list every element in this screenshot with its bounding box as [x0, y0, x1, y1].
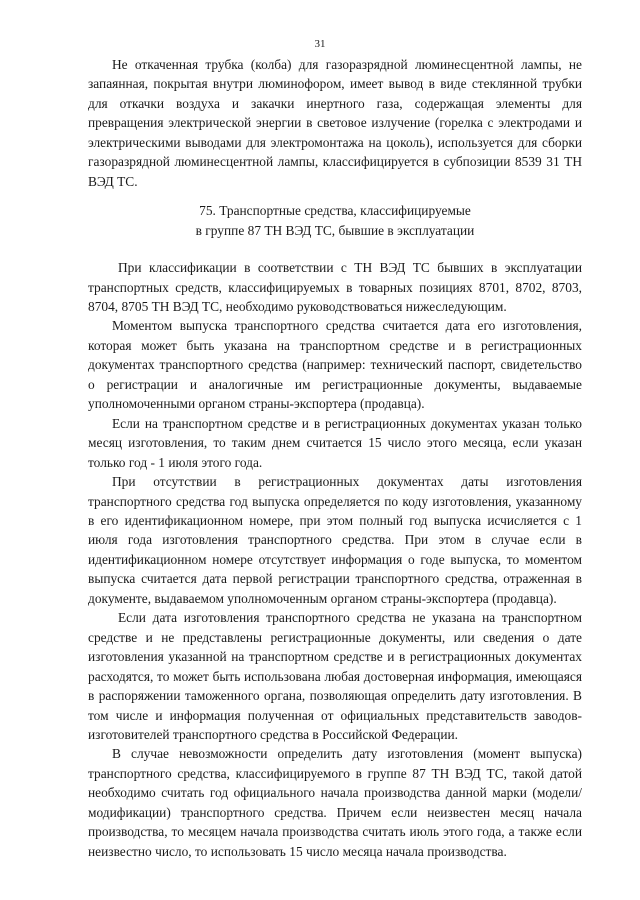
page-number: 31	[314, 38, 326, 50]
paragraph-impossible-to-determine: В случае невозможности определить дату изготовления (момент выпуска) транспортного средства, классифицируемого в группе 87 ТН ВЭД ТС, такой датой необходимо считать год официального начала производства данной марки (модели/модификации) транспортного средства. Причем если неизвестен месяц начала производства, то месяцем начала производства считать июль этого года, а также если неизвестно число, то использовать 15 число месяца начала производства.	[88, 746, 582, 859]
section-heading-line-2: в группе 87 ТН ВЭД ТС, бывшие в эксплуатации	[195, 222, 475, 238]
paragraph-date-not-indicated: Если дата изготовления транспортного средства не указана на транспортном средстве и не представлены регистрационные документы, или сведения о дате изготовления указанной на транспортном средстве и в регистрационных документах расходятся, то может быть использована любая достоверная информация, имеющаяся в распоряжении таможенного органа, позволяющая определить дату изготовления. В том числе и информация полученная от официальных представительств заводов-изготовителей транспортного средства в Российской Федерации.	[88, 610, 582, 742]
section-heading	[88, 201, 582, 240]
section-heading-line-1: 75. Транспортные средства, классифицируемые	[199, 203, 471, 219]
intro-paragraph: Не откаченная трубка (колба) для газоразрядной люминесцентной лампы, не запаянная, покрытая внутри люминофором, имеет вывод в виде стеклянной трубки для откачки воздуха и закачки инертного газа, содержащая элементы для превращения электрической энергии в световое излучение (горелка с электродами и электрическими выводами для электромонтажа на цоколь), используется для сборки газоразрядной люминесцентной лампы, классифицируется в субпозиции 8539 31 ТН ВЭД ТС.	[88, 57, 582, 189]
paragraph-classification: При классификации в соответствии с ТН ВЭД ТС бывших в эксплуатации транспортных средств, классифицируемых в товарных позициях 8701, 8702, 8703, 8704, 8705 ТН ВЭД ТС, необходимо руководствоваться нижеследующим.	[88, 260, 582, 314]
paragraph-absence-of-date: При отсутствии в регистрационных документах даты изготовления транспортного средства год выпуска определяется по коду изготовления, указанному в его идентификационном номере, при этом полный год выпуска исчисляется с 1 июля года изготовления транспортного средства. При этом в случае если в идентификационном номере отсутствует информация о годе выпуска, то моментом выпуска считается дата первой регистрации транспортного средства, отраженная в документе, выдаваемом уполномоченным органом страны-экспортера (продавца).	[88, 474, 582, 606]
page-body	[88, 55, 582, 861]
paragraph-month-only: Если на транспортном средстве и в регистрационных документах указан только месяц изготовления, то таким днем считается 15 число этого месяца, если указан только год - 1 июля этого года.	[88, 415, 582, 470]
paragraph-release-moment: Моментом выпуска транспортного средства считается дата его изготовления, которая может быть указана на транспортном средстве и в регистрационных документах транспортного средства (например: технический паспорт, свидетельство о регистрации и аналогичные им регистрационные документы, выдаваемые уполномоченными органом страны-экспортера (продавца).	[88, 318, 582, 412]
